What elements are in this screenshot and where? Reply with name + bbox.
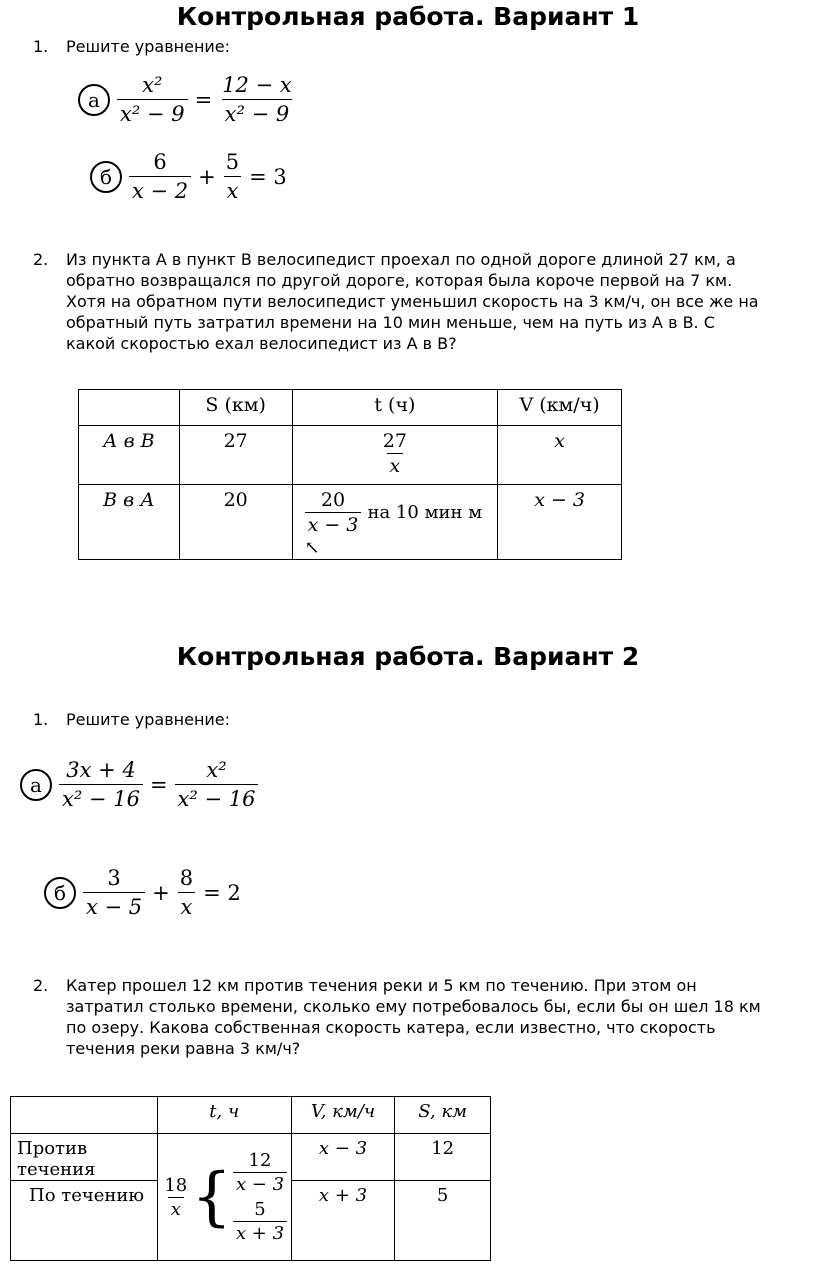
curly-brace-icon: { xyxy=(191,1160,232,1234)
v1-a-rhs-num: 12 − x xyxy=(222,73,292,97)
v2-row2-s: 5 xyxy=(395,1181,491,1261)
v1-b-f1-den: x − 2 xyxy=(129,176,191,203)
v2-task2-text xyxy=(66,975,811,1059)
v2-equation-b xyxy=(44,866,245,919)
v2-row2-v: x + 3 xyxy=(291,1181,395,1261)
v2-table-header-t: t, ч xyxy=(157,1097,291,1134)
v2-task2-line: затратил столько времени, сколько ему потребовалось бы, если бы он шел 18 км xyxy=(66,997,761,1016)
v1-task2-line: обратно возвращался по другой дороге, которая была короче первой на 7 км. xyxy=(66,271,733,290)
v2-label-a: а xyxy=(20,769,52,801)
v2-task2-number: 2. xyxy=(33,976,49,995)
v1-task2-line: Из пункта А в пункт В велосипедист проехал по одной дороге длиной 27 км, а xyxy=(66,250,736,269)
v2-b-f1-den: x − 5 xyxy=(83,892,145,919)
v1-row2-v: x − 3 xyxy=(498,485,622,560)
v2-time-cell xyxy=(157,1134,291,1261)
variant2-title: Контрольная работа. Вариант 2 xyxy=(176,642,640,671)
v2-row2-label: По течению xyxy=(11,1181,158,1261)
variant1-title: Контрольная работа. Вариант 1 xyxy=(176,2,640,31)
v2-row1-v: x − 3 xyxy=(291,1134,395,1181)
v1-b-f1-num: 6 xyxy=(153,150,167,174)
v1-task2-line: Хотя на обратном пути велосипедист уменьшил скорость на 3 км/ч, он все же на xyxy=(66,292,759,311)
v1-task2-number: 2. xyxy=(33,250,49,269)
v1-row2-t xyxy=(305,489,362,536)
v2-row1-t xyxy=(233,1150,287,1195)
v1-equation-a xyxy=(78,73,298,126)
v2-task2-line: Катер прошел 12 км против течения реки и 5 км по течению. При этом он xyxy=(66,976,697,995)
v1-row2-label: В в А xyxy=(79,485,180,560)
v1-row2-t-den: x − 3 xyxy=(305,512,362,536)
v2-row1-label: Против течения xyxy=(11,1134,158,1181)
v1-table xyxy=(78,389,622,560)
v2-table-header-v: V, км/ч xyxy=(291,1097,395,1134)
v1-row1-t xyxy=(380,430,410,477)
v2-table xyxy=(10,1096,491,1261)
v1-b-equals: = 3 xyxy=(249,164,287,189)
v2-table-header-s: S, км xyxy=(395,1097,491,1134)
v2-a-rhs-den: x² − 16 xyxy=(175,784,259,811)
v1-b-f2-den: x xyxy=(224,176,242,203)
v1-a-rhs-den: x² − 9 xyxy=(222,99,293,126)
v1-equation-b xyxy=(90,150,291,203)
v2-b-plus: + xyxy=(152,880,170,905)
v1-label-a: а xyxy=(78,84,110,116)
v2-a-rhs-num: x² xyxy=(206,758,227,782)
v2-row2-t-den: x + 3 xyxy=(233,1221,287,1244)
v2-table-header-empty xyxy=(11,1097,158,1134)
v2-row2-t xyxy=(233,1199,287,1244)
v2-task1-number: 1. xyxy=(33,710,49,729)
v1-a-lhs-den: x² − 9 xyxy=(117,99,188,126)
v1-row2-t-num: 20 xyxy=(320,489,346,511)
v1-table-header-v: V (км/ч) xyxy=(498,390,622,426)
v1-task2-line: обратный путь затратил времени на 10 мин меньше, чем на путь из А в В. С xyxy=(66,313,715,332)
v2-task2-line: течения реки равна 3 км/ч? xyxy=(66,1039,301,1058)
v2-task1 xyxy=(0,709,816,731)
v2-total-time xyxy=(161,1175,190,1220)
v2-row2-t-num: 5 xyxy=(254,1199,266,1220)
v1-a-equals: = xyxy=(194,87,213,112)
v1-table-header-empty xyxy=(79,390,180,426)
v1-row1-v: x xyxy=(498,426,622,485)
v2-row1-t-den: x − 3 xyxy=(233,1172,287,1195)
v1-b-f2-num: 5 xyxy=(225,150,240,174)
v2-a-lhs-num: 3x + 4 xyxy=(66,758,136,782)
v2-task2-line: по озеру. Какова собственная скорость катера, если известно, что скорость xyxy=(66,1018,716,1037)
v2-task1-text: Решите уравнение: xyxy=(66,710,231,729)
v1-row1-s: 27 xyxy=(179,426,292,485)
v1-row1-label: А в В xyxy=(79,426,180,485)
v1-task1-text: Решите уравнение: xyxy=(66,37,231,56)
v1-task1 xyxy=(0,36,816,58)
v2-label-b: б xyxy=(44,877,76,909)
v1-row1-t-den: x xyxy=(387,453,404,477)
v1-label-b: б xyxy=(90,161,122,193)
v2-a-lhs-den: x² − 16 xyxy=(59,784,143,811)
v1-table-header-s: S (км) xyxy=(179,390,292,426)
v2-b-f2-num: 8 xyxy=(179,866,194,890)
v1-row1-t-num: 27 xyxy=(382,430,407,452)
v2-b-f2-den: x xyxy=(178,892,196,919)
v1-b-plus: + xyxy=(198,164,216,189)
v1-row2-t-note: на 10 мин м ↖ xyxy=(304,502,483,559)
v2-row1-s: 12 xyxy=(395,1134,491,1181)
v1-task1-number: 1. xyxy=(33,37,49,56)
v2-b-equals: = 2 xyxy=(203,880,241,905)
v2-row1-t-num: 12 xyxy=(248,1150,272,1171)
v2-total-num: 18 xyxy=(164,1174,188,1196)
v1-a-lhs-num: x² xyxy=(142,73,163,97)
v2-a-equals: = xyxy=(149,772,168,797)
v1-table-header-t: t (ч) xyxy=(292,390,498,426)
v1-row2-s: 20 xyxy=(179,485,292,560)
v1-task2-line: какой скоростью ехал велосипедист из А в В? xyxy=(66,334,457,353)
v2-total-den: x xyxy=(168,1197,184,1220)
v2-equation-a xyxy=(20,758,261,811)
v1-task2-text xyxy=(66,249,811,354)
v2-b-f1-num: 3 xyxy=(107,866,121,890)
